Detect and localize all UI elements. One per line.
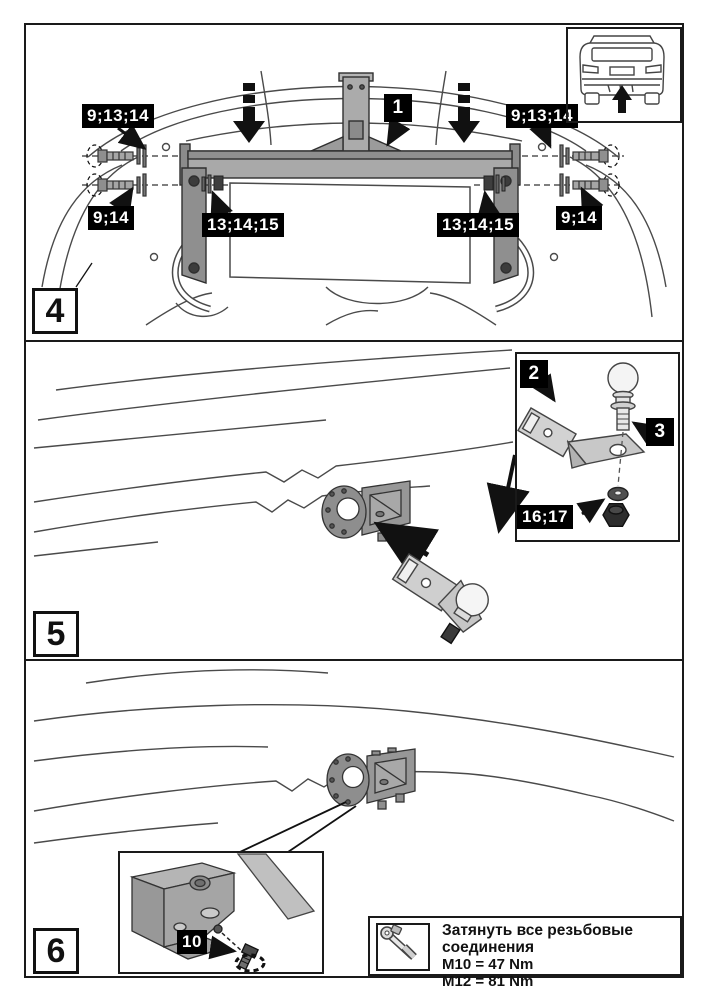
callout-right-top: 9;13;14 (506, 104, 578, 128)
inset-leader-lines (240, 802, 356, 852)
torque-title: Затянуть все резьбовые соединения (442, 922, 634, 956)
callout-right-mid: 13;14;15 (437, 213, 519, 237)
callout-bolt: 10 (177, 930, 207, 954)
step-badge-6: 6 (33, 928, 79, 974)
bracket-inset-box (118, 851, 324, 974)
callout-ballmount: 2 (520, 360, 548, 388)
car-rear-inset (566, 27, 682, 123)
callout-left-top: 9;13;14 (82, 104, 154, 128)
torque-note (368, 916, 682, 990)
ball-mount (381, 544, 496, 650)
callout-crossbar: 1 (384, 94, 412, 122)
socket-plate-bracket (327, 748, 415, 809)
torque-m12: M12 = 81 Nm (442, 973, 534, 990)
step-badge-5: 5 (33, 611, 79, 657)
bolts-right (560, 145, 619, 196)
callout-right-bottom: 9;14 (556, 206, 602, 230)
down-arrow-icon (448, 83, 480, 143)
page-border (24, 23, 684, 990)
torque-note-text (442, 922, 680, 990)
step-badge-4: 4 (32, 288, 78, 334)
insert-direction-arrow (382, 527, 428, 555)
panel-step-5 (26, 342, 682, 661)
callout-left-bottom: 9;14 (88, 206, 134, 230)
callout-washer-nut: 16;17 (517, 505, 573, 529)
bumper-outline (34, 350, 513, 556)
torque-wrench-box (376, 923, 430, 971)
callout-ball: 3 (646, 418, 674, 446)
panel-step-4 (26, 25, 682, 342)
torque-m10: M10 = 47 Nm (442, 956, 534, 973)
panel-step-6 (26, 661, 682, 990)
detail-reference-arrow (500, 455, 515, 526)
hitch-receiver-bracket (322, 481, 410, 541)
car-rear-view-icon (568, 29, 676, 117)
torque-wrench-icon (378, 925, 422, 963)
callout-left-mid: 13;14;15 (202, 213, 284, 237)
